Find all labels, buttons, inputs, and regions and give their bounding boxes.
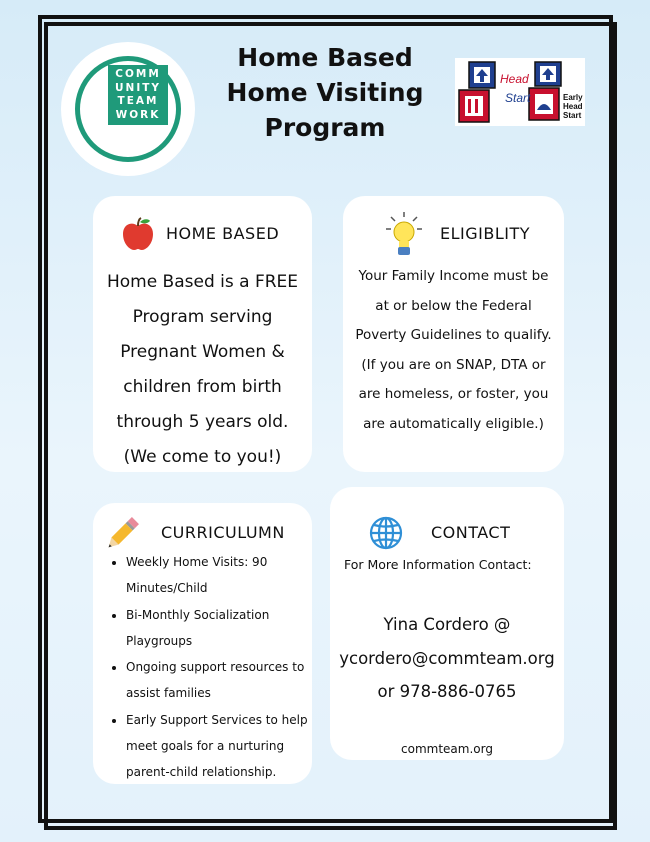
contact-card: [330, 487, 564, 760]
website-link[interactable]: commteam.org: [401, 742, 493, 756]
text-line: meet goals for a nurturing: [126, 739, 285, 754]
list-item: [126, 654, 336, 707]
hs-early-text: Early: [563, 93, 583, 102]
logo-line: TEAM: [117, 95, 159, 107]
title-line: Home Based: [237, 43, 413, 72]
logo-square: [108, 65, 168, 125]
hs-early-text: Head: [563, 102, 583, 111]
logo-line: COMM: [115, 68, 161, 80]
text-line: • Bi-Monthly Socialization: [126, 607, 270, 622]
block-top-right: [535, 62, 561, 86]
block-bottom-left: [459, 90, 489, 122]
curriculum-card: [93, 503, 312, 784]
contact-heading: CONTACT: [431, 523, 511, 542]
list-item: [126, 707, 336, 786]
home-based-heading: HOME BASED: [166, 224, 280, 243]
globe-icon: [368, 515, 404, 551]
list-item: [126, 549, 336, 602]
text-line: Pregnant Women &: [120, 342, 285, 362]
text-line: Playgroups: [126, 633, 193, 648]
text-line: Poverty Guidelines to qualify.: [355, 327, 552, 343]
hs-early-text: Start: [563, 111, 582, 120]
lightbulb-icon: [385, 211, 423, 257]
curriculum-heading: CURRICULUMN: [161, 523, 285, 542]
text-line: assist families: [126, 686, 211, 701]
contact-email[interactable]: ycordero@commteam.org: [339, 648, 555, 668]
eligibility-text: [343, 262, 564, 439]
text-line: parent-child relationship.: [126, 765, 277, 780]
text-line: (If you are on SNAP, DTA or: [361, 356, 546, 373]
block-top-left: [469, 62, 495, 88]
text-line: • Weekly Home Visits: 90: [126, 555, 268, 569]
text-line: are automatically eligible.): [363, 415, 544, 432]
text-line: Program serving: [132, 307, 273, 327]
contact-intro: For More Information Contact:: [344, 557, 532, 572]
contact-name: Yina Cordero @: [383, 615, 511, 634]
text-line: through 5 years old.: [116, 412, 289, 432]
hs-start-text: Start: [505, 91, 531, 105]
list-item: [126, 602, 336, 655]
contact-details: [330, 608, 564, 709]
head-start-logo: [455, 58, 585, 126]
title-line: Program: [264, 113, 386, 142]
text-line: Your Family Income must be: [358, 268, 549, 284]
community-teamwork-logo: [61, 42, 195, 176]
text-line: Home Based is a FREE: [106, 272, 299, 292]
eligibility-card: [343, 196, 564, 472]
contact-phone: or 978-886-0765: [377, 682, 517, 701]
page-title: [220, 40, 430, 145]
home-based-text: [93, 265, 312, 475]
text-line: • Early Support Services to help: [126, 712, 308, 727]
text-line: Minutes/Child: [126, 581, 208, 596]
text-line: children from birth: [123, 377, 282, 397]
block-bottom-right: [529, 88, 559, 120]
logo-line: WORK: [115, 108, 161, 121]
apple-icon: [120, 216, 156, 252]
head-start-blocks-icon: [455, 58, 585, 126]
logo-line: UNITY: [115, 81, 161, 94]
text-line: at or below the Federal: [375, 297, 532, 314]
eligibility-heading: ELIGIBLITY: [440, 224, 531, 243]
title-line: Home Visiting: [226, 78, 424, 107]
home-based-card: [93, 196, 312, 472]
text-line: are homeless, or foster, you: [358, 386, 549, 402]
text-line: (We come to you!): [123, 447, 282, 467]
hs-head-text: Head: [500, 72, 529, 86]
curriculum-list: [110, 549, 336, 786]
text-line: • Ongoing support resources to: [126, 660, 305, 675]
